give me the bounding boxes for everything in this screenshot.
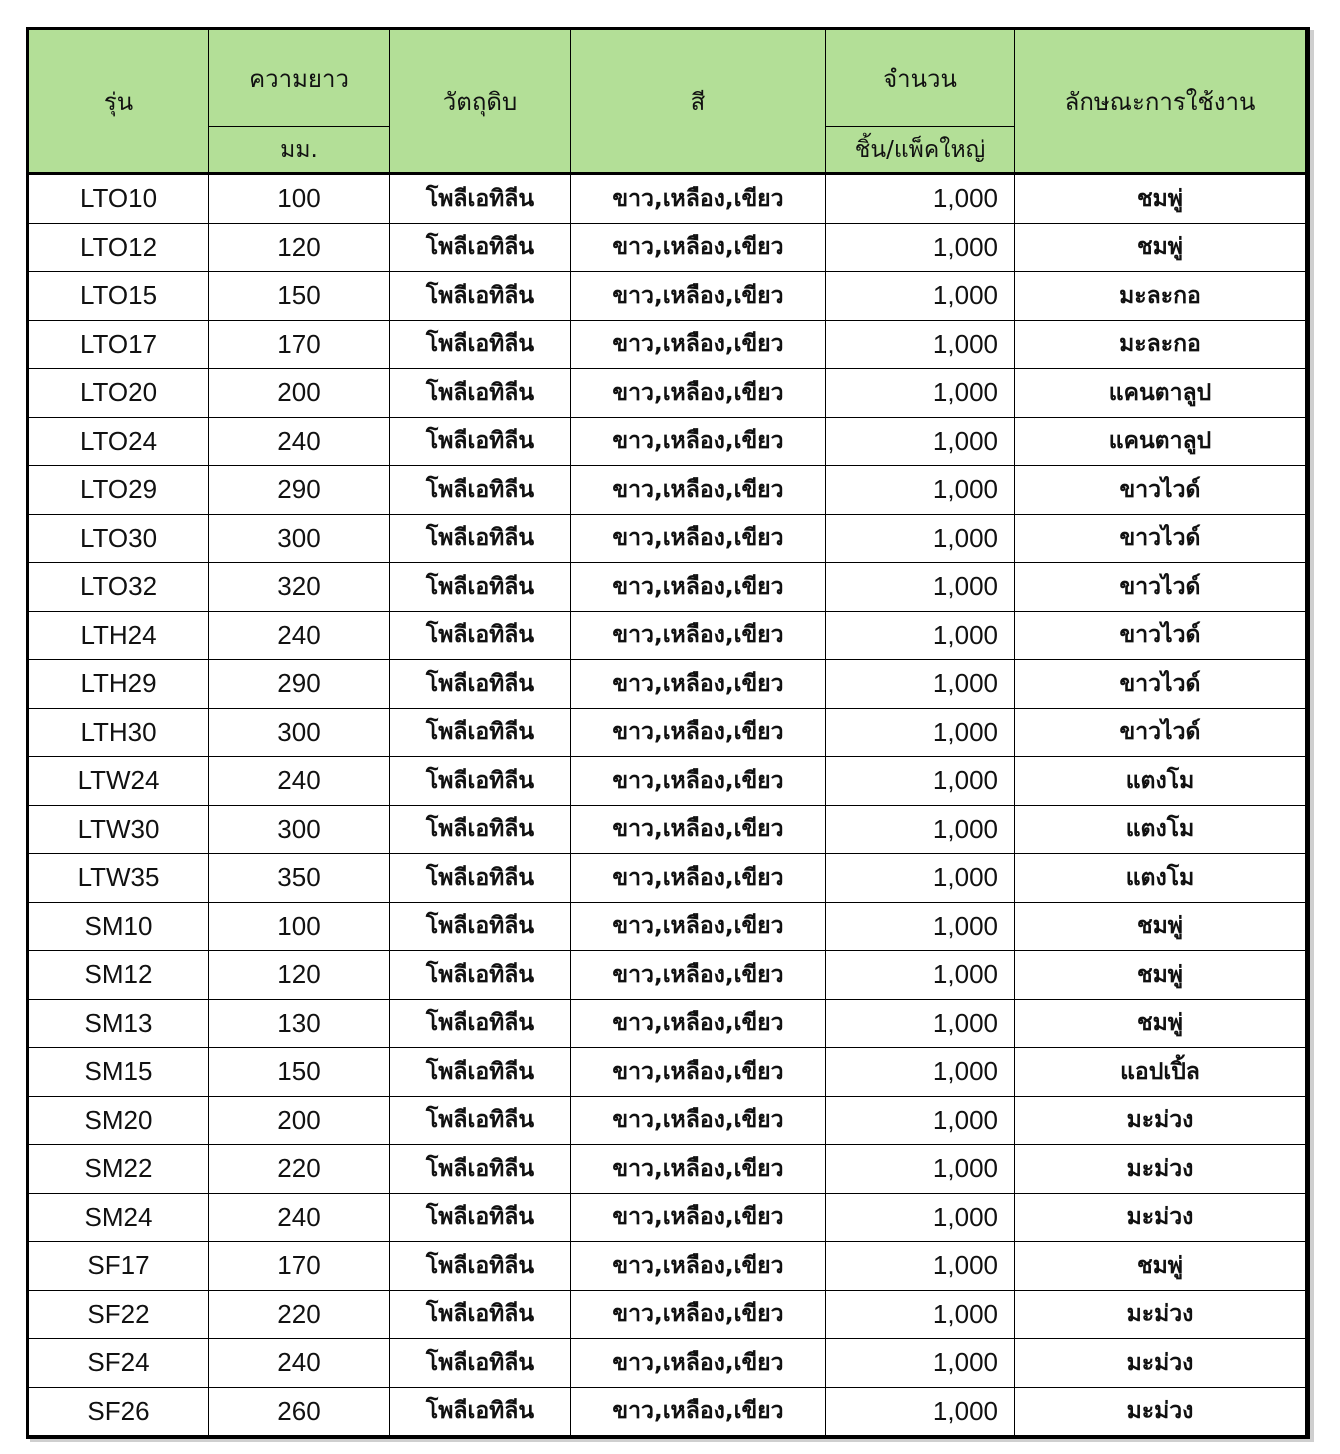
cell-usage: มะม่วง xyxy=(1015,1193,1306,1242)
cell-material: โพลีเอทิลีน xyxy=(390,223,571,272)
cell-usage: ขาวไวด์ xyxy=(1015,514,1306,563)
cell-model: SF24 xyxy=(29,1339,209,1388)
cell-quantity: 1,000 xyxy=(826,805,1015,854)
cell-color: ขาว,เหลือง,เขียว xyxy=(571,1096,826,1145)
cell-quantity: 1,000 xyxy=(826,1145,1015,1194)
cell-material: โพลีเอทิลีน xyxy=(390,999,571,1048)
cell-length: 200 xyxy=(209,1096,390,1145)
cell-length: 240 xyxy=(209,611,390,660)
cell-quantity: 1,000 xyxy=(826,563,1015,612)
cell-usage: ขาวไวด์ xyxy=(1015,611,1306,660)
cell-model: SM20 xyxy=(29,1096,209,1145)
cell-model: LTO15 xyxy=(29,272,209,321)
cell-length: 350 xyxy=(209,854,390,903)
cell-model: LTH29 xyxy=(29,660,209,709)
cell-material: โพลีเอทิลีน xyxy=(390,902,571,951)
cell-length: 150 xyxy=(209,1048,390,1097)
cell-usage: ชมพู่ xyxy=(1015,999,1306,1048)
cell-quantity: 1,000 xyxy=(826,999,1015,1048)
cell-color: ขาว,เหลือง,เขียว xyxy=(571,320,826,369)
table-row xyxy=(29,1242,1306,1291)
cell-quantity: 1,000 xyxy=(826,660,1015,709)
cell-material: โพลีเอทิลีน xyxy=(390,854,571,903)
cell-length: 290 xyxy=(209,466,390,515)
cell-model: LTW30 xyxy=(29,805,209,854)
table-row xyxy=(29,902,1306,951)
cell-usage: มะม่วง xyxy=(1015,1096,1306,1145)
cell-length: 100 xyxy=(209,902,390,951)
table-row xyxy=(29,854,1306,903)
cell-quantity: 1,000 xyxy=(826,757,1015,806)
cell-color: ขาว,เหลือง,เขียว xyxy=(571,1387,826,1436)
cell-length: 240 xyxy=(209,417,390,466)
cell-quantity: 1,000 xyxy=(826,854,1015,903)
cell-usage: แคนตาลูป xyxy=(1015,369,1306,418)
table-row xyxy=(29,1145,1306,1194)
cell-material: โพลีเอทิลีน xyxy=(390,951,571,1000)
cell-color: ขาว,เหลือง,เขียว xyxy=(571,417,826,466)
cell-model: SF22 xyxy=(29,1290,209,1339)
cell-material: โพลีเอทิลีน xyxy=(390,1193,571,1242)
cell-length: 300 xyxy=(209,805,390,854)
header-quantity-unit: ชิ้น/แพ็คใหญ่ xyxy=(826,127,1015,174)
table-row xyxy=(29,1048,1306,1097)
table-row xyxy=(29,1290,1306,1339)
cell-quantity: 1,000 xyxy=(826,1242,1015,1291)
cell-material: โพลีเอทิลีน xyxy=(390,514,571,563)
table-row xyxy=(29,999,1306,1048)
table-row xyxy=(29,757,1306,806)
cell-length: 120 xyxy=(209,951,390,1000)
cell-material: โพลีเอทิลีน xyxy=(390,611,571,660)
cell-material: โพลีเอทิลีน xyxy=(390,1096,571,1145)
cell-model: LTO30 xyxy=(29,514,209,563)
cell-model: LTW35 xyxy=(29,854,209,903)
cell-length: 240 xyxy=(209,1339,390,1388)
cell-usage: ขาวไวด์ xyxy=(1015,466,1306,515)
product-table-sheet xyxy=(26,27,1310,1439)
cell-quantity: 1,000 xyxy=(826,1048,1015,1097)
cell-quantity: 1,000 xyxy=(826,369,1015,418)
cell-length: 240 xyxy=(209,757,390,806)
cell-length: 220 xyxy=(209,1290,390,1339)
cell-material: โพลีเอทิลีน xyxy=(390,1290,571,1339)
cell-material: โพลีเอทิลีน xyxy=(390,757,571,806)
cell-material: โพลีเอทิลีน xyxy=(390,708,571,757)
table-body xyxy=(29,174,1306,1436)
cell-usage: ชมพู่ xyxy=(1015,902,1306,951)
cell-usage: มะม่วง xyxy=(1015,1339,1306,1388)
cell-quantity: 1,000 xyxy=(826,223,1015,272)
cell-color: ขาว,เหลือง,เขียว xyxy=(571,223,826,272)
cell-model: LTO24 xyxy=(29,417,209,466)
header-model: รุ่น xyxy=(29,30,209,174)
cell-model: SM13 xyxy=(29,999,209,1048)
cell-model: SM24 xyxy=(29,1193,209,1242)
table-row xyxy=(29,174,1306,224)
cell-usage: แตงโม xyxy=(1015,805,1306,854)
cell-model: SM10 xyxy=(29,902,209,951)
cell-quantity: 1,000 xyxy=(826,417,1015,466)
cell-length: 150 xyxy=(209,272,390,321)
cell-usage: มะม่วง xyxy=(1015,1387,1306,1436)
cell-quantity: 1,000 xyxy=(826,611,1015,660)
table-row xyxy=(29,514,1306,563)
table-row xyxy=(29,1339,1306,1388)
cell-length: 100 xyxy=(209,174,390,224)
cell-quantity: 1,000 xyxy=(826,951,1015,1000)
table-row xyxy=(29,1096,1306,1145)
cell-color: ขาว,เหลือง,เขียว xyxy=(571,514,826,563)
header-usage: ลักษณะการใช้งาน xyxy=(1015,30,1306,174)
table-row xyxy=(29,805,1306,854)
cell-quantity: 1,000 xyxy=(826,1290,1015,1339)
cell-quantity: 1,000 xyxy=(826,1339,1015,1388)
cell-color: ขาว,เหลือง,เขียว xyxy=(571,1193,826,1242)
cell-length: 320 xyxy=(209,563,390,612)
cell-material: โพลีเอทิลีน xyxy=(390,272,571,321)
cell-usage: มะม่วง xyxy=(1015,1145,1306,1194)
header-length: ความยาว xyxy=(209,30,390,127)
cell-usage: แอปเปิ้ล xyxy=(1015,1048,1306,1097)
cell-color: ขาว,เหลือง,เขียว xyxy=(571,611,826,660)
cell-quantity: 1,000 xyxy=(826,466,1015,515)
cell-model: LTH24 xyxy=(29,611,209,660)
cell-model: LTO20 xyxy=(29,369,209,418)
table-row xyxy=(29,417,1306,466)
cell-color: ขาว,เหลือง,เขียว xyxy=(571,1290,826,1339)
cell-color: ขาว,เหลือง,เขียว xyxy=(571,951,826,1000)
cell-model: SM15 xyxy=(29,1048,209,1097)
cell-usage: ขาวไวด์ xyxy=(1015,563,1306,612)
cell-material: โพลีเอทิลีน xyxy=(390,174,571,224)
cell-usage: ขาวไวด์ xyxy=(1015,660,1306,709)
cell-material: โพลีเอทิลีน xyxy=(390,466,571,515)
cell-quantity: 1,000 xyxy=(826,1096,1015,1145)
cell-color: ขาว,เหลือง,เขียว xyxy=(571,1048,826,1097)
cell-quantity: 1,000 xyxy=(826,514,1015,563)
cell-color: ขาว,เหลือง,เขียว xyxy=(571,805,826,854)
table-row xyxy=(29,660,1306,709)
table-row xyxy=(29,272,1306,321)
cell-material: โพลีเอทิลีน xyxy=(390,1387,571,1436)
table-row xyxy=(29,369,1306,418)
cell-color: ขาว,เหลือง,เขียว xyxy=(571,563,826,612)
table-row xyxy=(29,466,1306,515)
cell-usage: มะละกอ xyxy=(1015,320,1306,369)
cell-usage: ขาวไวด์ xyxy=(1015,708,1306,757)
table-row xyxy=(29,320,1306,369)
cell-material: โพลีเอทิลีน xyxy=(390,417,571,466)
table-row xyxy=(29,611,1306,660)
cell-length: 220 xyxy=(209,1145,390,1194)
cell-length: 200 xyxy=(209,369,390,418)
cell-model: LTW24 xyxy=(29,757,209,806)
table-row xyxy=(29,1193,1306,1242)
cell-quantity: 1,000 xyxy=(826,320,1015,369)
cell-model: LTO10 xyxy=(29,174,209,224)
cell-color: ขาว,เหลือง,เขียว xyxy=(571,999,826,1048)
cell-model: LTO32 xyxy=(29,563,209,612)
cell-color: ขาว,เหลือง,เขียว xyxy=(571,272,826,321)
cell-material: โพลีเอทิลีน xyxy=(390,1242,571,1291)
cell-usage: ชมพู่ xyxy=(1015,951,1306,1000)
cell-length: 170 xyxy=(209,320,390,369)
cell-model: SF26 xyxy=(29,1387,209,1436)
cell-usage: ชมพู่ xyxy=(1015,223,1306,272)
cell-color: ขาว,เหลือง,เขียว xyxy=(571,1339,826,1388)
cell-length: 300 xyxy=(209,514,390,563)
cell-quantity: 1,000 xyxy=(826,902,1015,951)
cell-material: โพลีเอทิลีน xyxy=(390,805,571,854)
cell-material: โพลีเอทิลีน xyxy=(390,1048,571,1097)
cell-material: โพลีเอทิลีน xyxy=(390,320,571,369)
cell-usage: ชมพู่ xyxy=(1015,174,1306,224)
cell-usage: แตงโม xyxy=(1015,854,1306,903)
table-row xyxy=(29,223,1306,272)
cell-model: SM12 xyxy=(29,951,209,1000)
table-row xyxy=(29,563,1306,612)
cell-length: 120 xyxy=(209,223,390,272)
cell-color: ขาว,เหลือง,เขียว xyxy=(571,757,826,806)
cell-quantity: 1,000 xyxy=(826,708,1015,757)
cell-model: LTH30 xyxy=(29,708,209,757)
table-row xyxy=(29,1387,1306,1436)
cell-model: SM22 xyxy=(29,1145,209,1194)
header-material: วัตถุดิบ xyxy=(390,30,571,174)
cell-model: LTO17 xyxy=(29,320,209,369)
cell-quantity: 1,000 xyxy=(826,1387,1015,1436)
header-length-unit: มม. xyxy=(209,127,390,174)
cell-usage: ชมพู่ xyxy=(1015,1242,1306,1291)
table-row xyxy=(29,708,1306,757)
cell-length: 260 xyxy=(209,1387,390,1436)
cell-model: LTO29 xyxy=(29,466,209,515)
cell-color: ขาว,เหลือง,เขียว xyxy=(571,660,826,709)
cell-usage: แตงโม xyxy=(1015,757,1306,806)
header-color: สี xyxy=(571,30,826,174)
cell-material: โพลีเอทิลีน xyxy=(390,369,571,418)
cell-model: SF17 xyxy=(29,1242,209,1291)
cell-quantity: 1,000 xyxy=(826,1193,1015,1242)
cell-quantity: 1,000 xyxy=(826,272,1015,321)
cell-usage: มะละกอ xyxy=(1015,272,1306,321)
cell-material: โพลีเอทิลีน xyxy=(390,660,571,709)
cell-color: ขาว,เหลือง,เขียว xyxy=(571,369,826,418)
cell-length: 290 xyxy=(209,660,390,709)
cell-length: 130 xyxy=(209,999,390,1048)
cell-color: ขาว,เหลือง,เขียว xyxy=(571,174,826,224)
cell-usage: แคนตาลูป xyxy=(1015,417,1306,466)
cell-color: ขาว,เหลือง,เขียว xyxy=(571,708,826,757)
cell-material: โพลีเอทิลีน xyxy=(390,1145,571,1194)
cell-usage: มะม่วง xyxy=(1015,1290,1306,1339)
cell-color: ขาว,เหลือง,เขียว xyxy=(571,466,826,515)
cell-material: โพลีเอทิลีน xyxy=(390,1339,571,1388)
cell-model: LTO12 xyxy=(29,223,209,272)
table-row xyxy=(29,951,1306,1000)
cell-length: 240 xyxy=(209,1193,390,1242)
cell-material: โพลีเอทิลีน xyxy=(390,563,571,612)
header-quantity: จำนวน xyxy=(826,30,1015,127)
cell-color: ขาว,เหลือง,เขียว xyxy=(571,1145,826,1194)
cell-color: ขาว,เหลือง,เขียว xyxy=(571,854,826,903)
cell-quantity: 1,000 xyxy=(826,174,1015,224)
table-header xyxy=(29,30,1306,174)
cell-color: ขาว,เหลือง,เขียว xyxy=(571,1242,826,1291)
cell-length: 300 xyxy=(209,708,390,757)
cell-length: 170 xyxy=(209,1242,390,1291)
product-table xyxy=(28,29,1306,1436)
cell-color: ขาว,เหลือง,เขียว xyxy=(571,902,826,951)
